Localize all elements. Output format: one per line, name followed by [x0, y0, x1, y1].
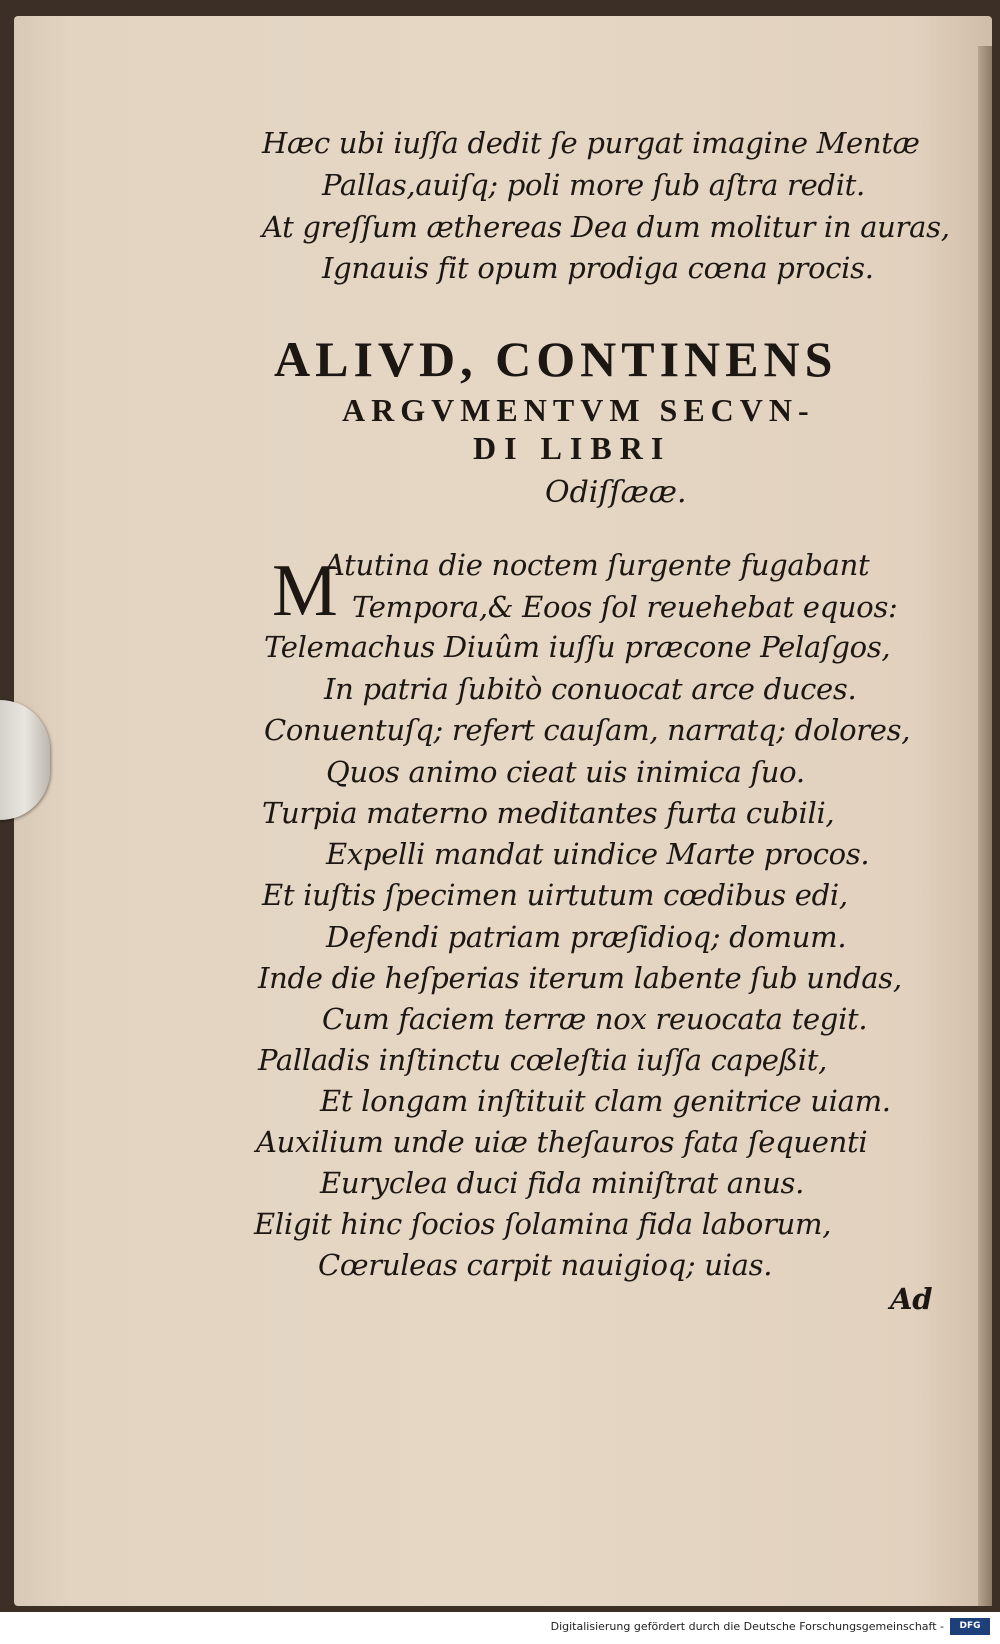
funding-credit: Digitalisierung gefördert durch die Deutsche Forschungsgemeinschaft - — [550, 1620, 944, 1633]
poem-line-10: Defendi patriam præſidioq; domum. — [326, 920, 847, 954]
poem-line-16: Euryclea duci fida miniſtrat anus. — [320, 1166, 805, 1200]
poem-line-17: Eligit hinc ſocios ſolamina fida laborum, — [254, 1207, 832, 1241]
poem-line-12: Cum faciem terræ nox reuocata tegit. — [322, 1002, 868, 1036]
catchword: Ad — [890, 1282, 933, 1316]
top-verse-2: Pallas,auiſq; poli more ſub aſtra redit. — [322, 168, 865, 202]
section-heading-line-1: ALIVD, CONTINENS — [274, 331, 838, 387]
section-heading-line-3: DI LIBRI — [473, 430, 672, 466]
poem-line-8: Expelli mandat uindice Marte procos. — [326, 837, 870, 871]
top-verse-4: Ignauis fit opum prodiga cœna procis. — [322, 251, 874, 285]
poem-line-1: Atutina die noctem ſurgente fugabant — [324, 548, 870, 582]
poem-line-2: Tempora,& Eoos ſol reuehebat equos: — [352, 590, 898, 624]
poem-line-3: Telemachus Diuûm iuſſu præcone Pelaſgos, — [264, 630, 891, 664]
dfg-logo: DFG — [950, 1618, 990, 1635]
top-verse-1: Hæc ubi iuſſa dedit ſe purgat imagine Mentæ — [262, 126, 920, 160]
poem-line-9: Et iuſtis ſpecimen uirtutum cœdibus edi, — [262, 878, 848, 912]
section-heading-line-4: Odiſſææ. — [545, 475, 687, 510]
section-heading-line-2: ARGVMENTVM SECVN- — [342, 392, 815, 428]
top-verse-3: At greſſum æthereas Dea dum molitur in auras, — [262, 210, 950, 244]
page-edge — [978, 46, 992, 1606]
poem-line-15: Auxilium unde uiæ theſauros fata ſequenti — [256, 1125, 868, 1159]
poem-line-11: Inde die heſperias iterum labente ſub undas, — [258, 961, 902, 995]
poem-line-4: In patria ſubitò conuocat arce duces. — [324, 672, 857, 706]
footer-bar — [0, 1612, 1000, 1644]
poem-line-5: Conuentuſq; refert cauſam, narratq; dolores, — [264, 713, 911, 747]
poem-line-18: Cœruleas carpit nauigioq; uias. — [318, 1248, 773, 1282]
poem-line-6: Quos animo cieat uis inimica ſuo. — [326, 755, 805, 789]
poem-line-13: Palladis inſtinctu cœleſtia iuſſa capeßit, — [258, 1043, 827, 1077]
poem-line-14: Et longam inſtituit clam genitrice uiam. — [320, 1084, 891, 1118]
drop-cap: M — [272, 550, 338, 632]
poem-line-7: Turpia materno meditantes furta cubili, — [262, 796, 835, 830]
